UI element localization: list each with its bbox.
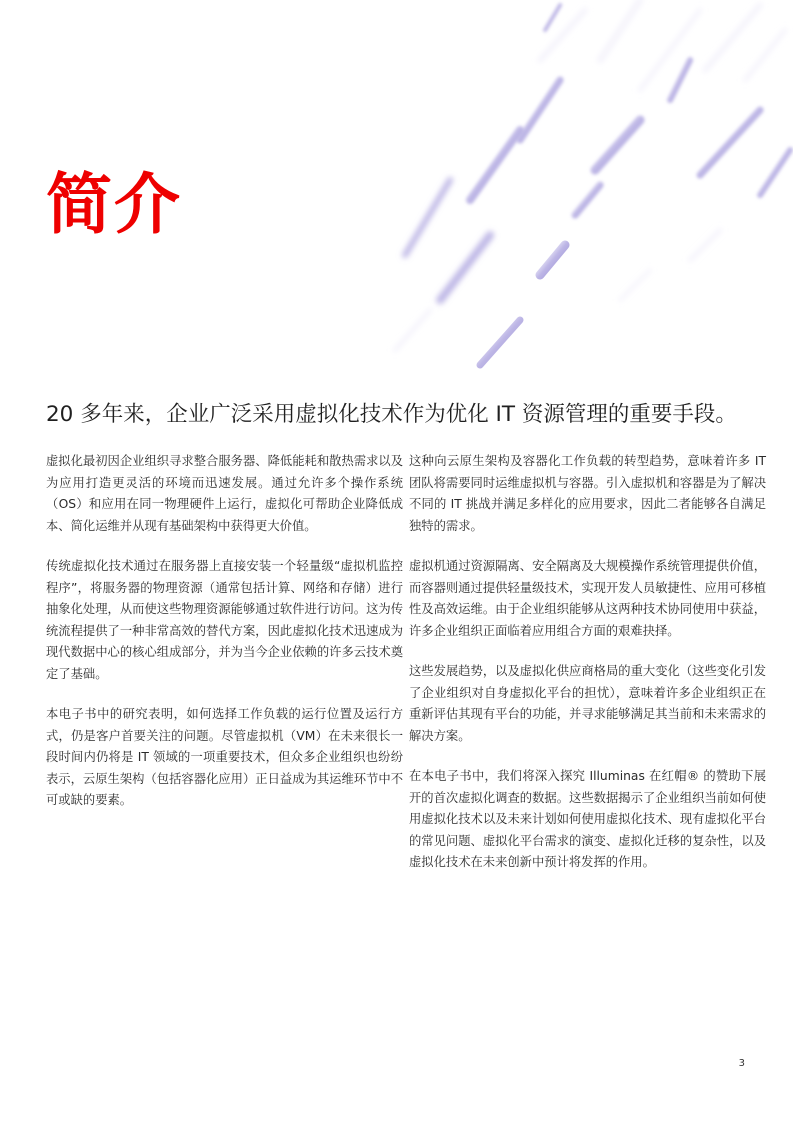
page-number: 3 [738,1058,745,1069]
streak [540,245,565,275]
streak [600,0,640,60]
body-paragraph: 这种向云原生架构及容器化工作负载的转型趋势，意味着许多 IT 团队将需要同时运维虚拟机与容器。引入虚拟机和容器是为了解决不同的 IT 挑战并满足多样化的应用要求，因此二者能够各自满足独特的需求。 [409,454,766,533]
body-paragraph: 本电子书中的研究表明，如何选择工作负载的运行位置及运行方式，仍是客户首要关注的问题。尽管虚拟机（VM）在未来很长一段时间内仍将是 IT 领域的一项重要技术，但众多企业组织也纷纷表示，云原生架构（包括容器化应用）正日益成为其运维环节中不可或缺的要素。 [46,707,403,807]
streak [640,10,700,90]
streak [595,120,640,170]
streak [440,235,490,300]
streak [395,310,430,350]
streak [705,5,760,70]
streak [670,60,690,100]
streak [520,80,560,140]
right-column [409,451,766,893]
body-paragraph: 虚拟化最初因企业组织寻求整合服务器、降低能耗和散热需求以及为应用打造更灵活的环境而迅速发展。通过允许多个操作系统（OS）和应用在同一物理硬件上运行，虚拟化可帮助企业降低成本、简化运维并从现有基础架构中获得更大价值。 [46,454,403,533]
streak [690,230,720,260]
streak [745,30,785,80]
streak [760,150,790,195]
streak [540,10,585,60]
streak [470,130,520,200]
streak [480,320,520,365]
left-column [46,451,403,831]
page-title: 简介 [46,166,182,243]
streak [620,270,650,300]
streak [575,185,600,215]
body-paragraph: 这些发展趋势，以及虚拟化供应商格局的重大变化（这些变化引发了企业组织对自身虚拟化平台的担忧），意味着许多企业组织正在重新评估其现有平台的功能，并寻求能够满足其当前和未来需求的解决方案。 [409,664,766,743]
body-paragraph: 传统虚拟化技术通过在服务器上直接安装一个轻量级“虚拟机监控程序”，将服务器的物理资源（通常包括计算、网络和存储）进行抽象化处理，从而使这些物理资源能够通过软件进行访问。这为传统流程提供了一种非常高效的替代方案，因此虚拟化技术迅速成为现代数据中心的核心组成部分，并为当今企业依赖的许多云技术奠定了基础。 [46,559,403,681]
streak [545,5,560,30]
body-paragraph: 在本电子书中，我们将深入探究 Illuminas 在红帽® 的赞助下展开的首次虚拟化调查的数据。这些数据揭示了企业组织当前如何使用虚拟化技术以及未来计划如何使用虚拟化技术、现有虚拟化平台的常见问题、虚拟化平台需求的演变、虚拟化迁移的复杂性，以及虚拟化技术在未来创新中预计将发挥的作用。 [409,769,766,869]
lead-sentence: 20 多年来，企业广泛采用虚拟化技术作为优化 IT 资源管理的重要手段。 [46,402,737,427]
streak [405,180,450,255]
streak [700,110,760,175]
body-paragraph: 虚拟机通过资源隔离、安全隔离及大规模操作系统管理提供价值，而容器则通过提供轻量级技术，实现开发人员敏捷性、应用可移植性及高效运维。由于企业组织能够从这两种技术协同使用中获益，许多企业组织正面临着应用组合方面的艰难抉择。 [409,559,766,638]
